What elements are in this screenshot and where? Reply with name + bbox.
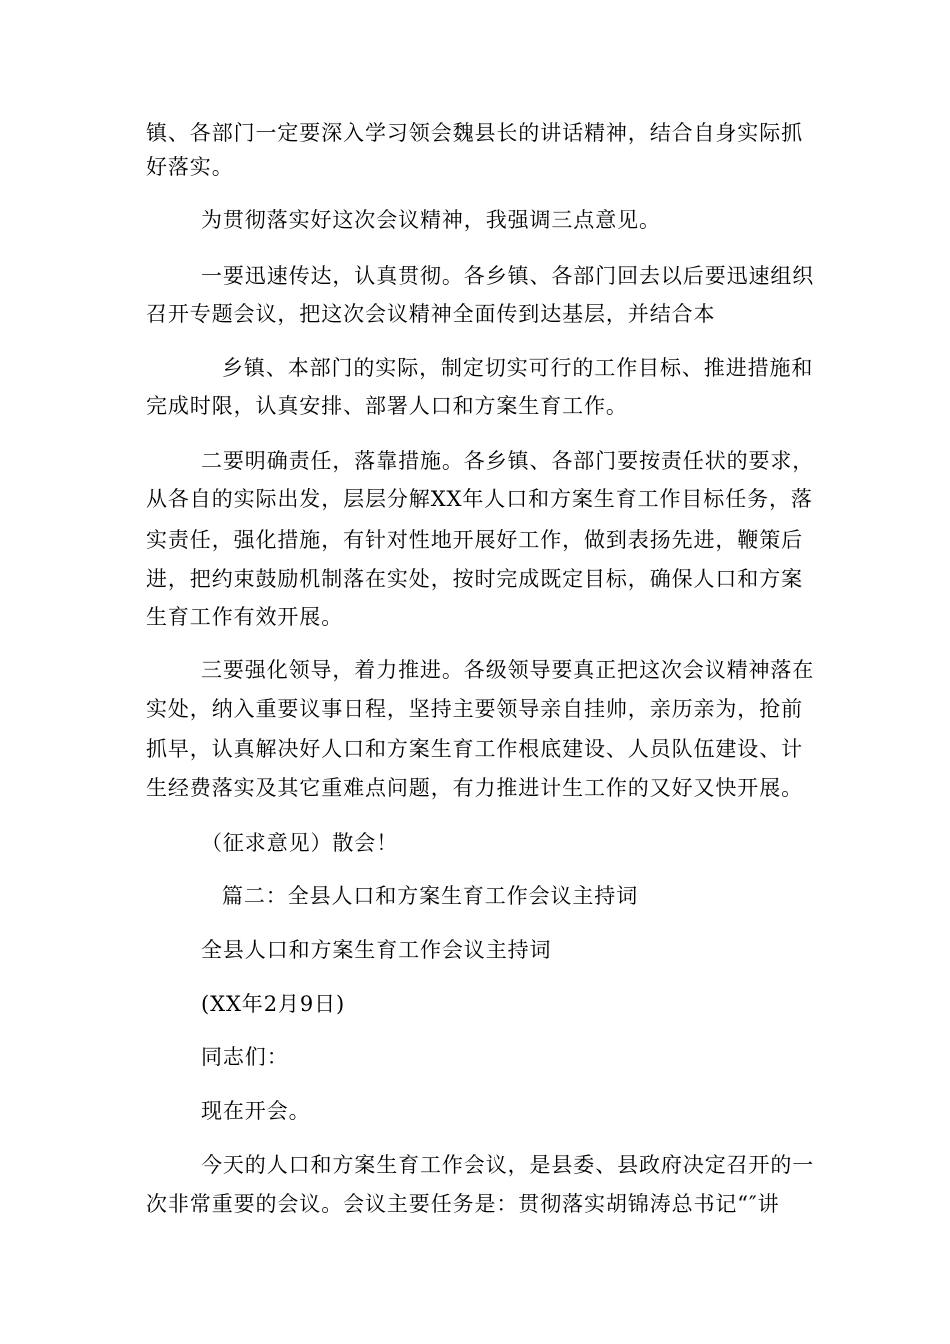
text-line: 生育工作有效开展。: [146, 605, 344, 629]
text-line: 三要强化领导，着力推进。各级领导要真正把这次会议精神落在: [201, 658, 815, 682]
text-line: 完成时限，认真安排、部署人口和方案生育工作。: [146, 394, 628, 418]
text-line: 镇、各部门一定要深入学习领会魏县长的讲话精神，结合自身实际抓: [146, 121, 803, 145]
text-line: 实处，纳入重要议事日程，坚持主要领导亲自挂帅，亲历亲为，抢前: [146, 697, 803, 721]
text-line: 现在开会。: [201, 1099, 311, 1123]
text-line: 召开专题会议，把这次会议精神全面传到达基层，并结合本: [146, 302, 716, 326]
text-line: 乡镇、本部门的实际，制定切实可行的工作目标、推进措施和: [222, 356, 814, 380]
text-line: 抓早，认真解决好人口和方案生育工作根底建设、人员队伍建设、计: [146, 737, 803, 761]
text-line: 二要明确责任，落靠措施。各乡镇、各部门要按责任状的要求，: [201, 449, 815, 473]
text-line: 生经费落实及其它重难点问题，有力推进计生工作的又好又快开展。: [146, 776, 803, 800]
text-line: 次非常重要的会议。会议主要任务是：贯彻落实胡锦涛总书记“″讲: [146, 1192, 780, 1216]
section-heading: 篇二：全县人口和方案生育工作会议主持词: [222, 884, 639, 908]
document-date: (XX年2月9日): [201, 992, 346, 1016]
text-line: 从各自的实际出发，层层分解XX年人口和方案生育工作目标任务，落: [146, 487, 813, 511]
text-line: 实责任，强化措施，有针对性地开展好工作，做到表扬先进，鞭策后: [146, 528, 803, 552]
text-line: 今天的人口和方案生育工作会议，是县委、县政府决定召开的一: [201, 1153, 815, 1177]
text-line: （征求意见）散会！: [201, 831, 399, 855]
document-title: 全县人口和方案生育工作会议主持词: [201, 938, 552, 962]
text-line: 进，把约束鼓励机制落在实处，按时完成既定目标，确保人口和方案: [146, 567, 803, 591]
text-line: 为贯彻落实好这次会议精神，我强调三点意见。: [201, 208, 661, 232]
salutation: 同志们：: [201, 1045, 289, 1069]
text-line: 一要迅速传达，认真贯彻。各乡镇、各部门回去以后要迅速组织: [201, 264, 815, 288]
text-line: 好落实。: [146, 155, 234, 179]
